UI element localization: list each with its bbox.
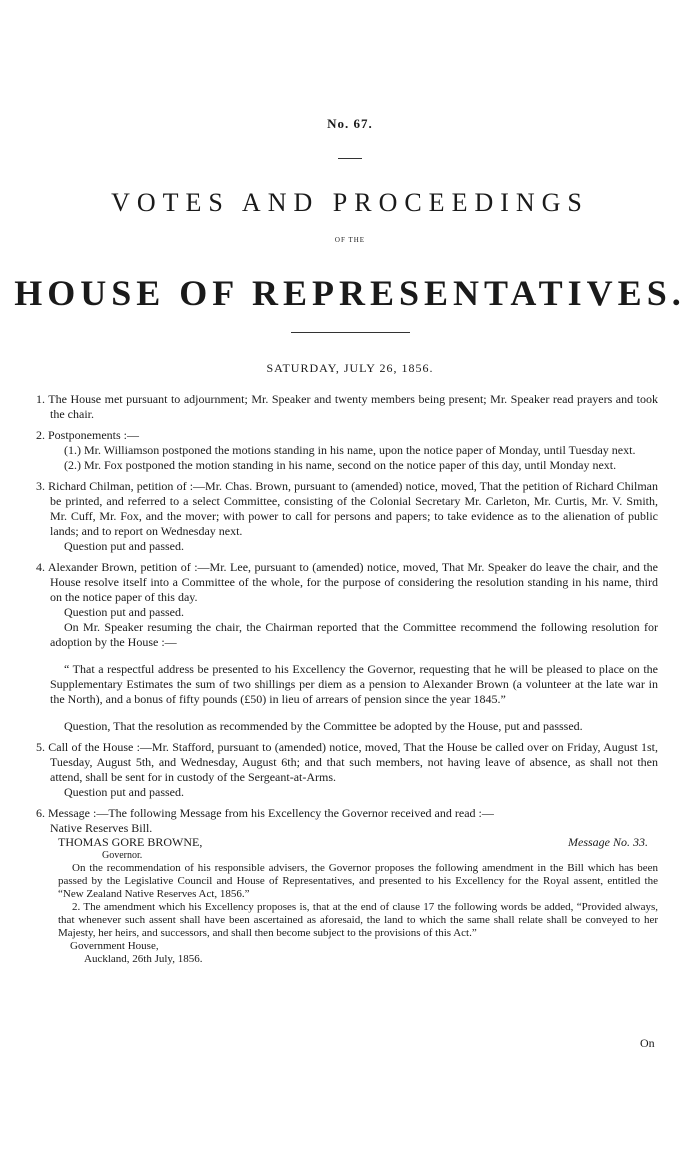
message-header	[58, 836, 658, 849]
item-number: 4.	[36, 560, 45, 574]
message-paragraph-2: 2. The amendment which his Excellency proposes is, that at the end of clause 17 the following words be added, “Provided always, that whenever such assent shall have been ascertained as aforesaid, the land to which the same shall relate shall be conveyed to her Majesty, her heirs, and successors, and shall then become subject to the provisions of this Act.”	[58, 901, 658, 939]
item-text: Alexander Brown, petition of :—Mr. Lee, pursuant to (amended) notice, moved, That Mr. Speaker do leave the chair, and the House resolve itself into a Committee of the whole, for the purpose of considering the resolution standing in his name, third on the notice paper of this day.	[47, 560, 659, 604]
message-paragraph-1: On the recommendation of his responsible advisers, the Governor proposes the following amendment in the Bill which has been passed by the Legislative Council and House of Representatives, and presented to his Excellency for the Royal assent, entitled the “New Zealand Native Reserves Act, 1856.”	[58, 862, 658, 900]
issue-number: No. 67.	[327, 116, 373, 131]
address-line-2: Auckland, 26th July, 1856.	[84, 953, 203, 965]
item-4	[36, 560, 658, 605]
item-2	[36, 428, 658, 443]
bill-title: Native Reserves Bill.	[50, 821, 153, 835]
item-3	[36, 479, 658, 539]
question-result: Question put and passed.	[64, 605, 184, 619]
resolution-adopted: Question, That the resolution as recommended by the Committee be adopted by the House, put and passsed.	[64, 719, 583, 733]
item-number: 1.	[36, 392, 45, 406]
item-5	[36, 740, 658, 785]
title-house-of-representatives: HOUSE OF REPRESENTATIVES.	[14, 273, 686, 313]
question-result: Question put and passed.	[64, 785, 184, 799]
item-6	[36, 806, 658, 821]
item-number: 2.	[36, 428, 45, 442]
item-text: Message :—The following Message from his Excellency the Governor received and read :—	[48, 806, 494, 820]
title-of-the: OF THE	[334, 236, 366, 244]
governor-name: THOMAS GORE BROWNE,	[58, 835, 203, 849]
item-number: 5.	[36, 740, 45, 754]
title-votes-and-proceedings: VOTES AND PROCEEDINGS	[111, 188, 589, 217]
committee-report: On Mr. Speaker resuming the chair, the Chairman reported that the Committee recommend the following resolution for adoption by the House :—	[50, 620, 658, 649]
catchword: On	[640, 1036, 655, 1050]
divider-short	[338, 158, 362, 159]
item-text: The House met pursuant to adjournment; Mr. Speaker and twenty members being present; Mr. Speaker read prayers and took the chair.	[48, 392, 658, 421]
governor-message	[36, 836, 658, 966]
address-line-1: Government House,	[70, 940, 159, 952]
item-text: Call of the House :—Mr. Stafford, pursuant to (amended) notice, moved, That the House be called over on Friday, August 1st, Tuesday, August 5th, and Wednesday, August 6th; and that such members, not having leave of absence, as shall not then attend, shall be sent for in custody of the Sergeant-at-Arms.	[48, 740, 658, 784]
item-text: Richard Chilman, petition of :—Mr. Chas. Brown, pursuant to (amended) notice, moved, That the petition of Richard Chilman be printed, and referred to a select Committee, consisting of the Colonial Secretary Mr. Carleton, Mr. Curtis, Mr. V. Smith, Mr. Cuff, Mr. Fox, and the mover; with power to call for persons and papers; to take evidence as to the alienation of public lands; and to report on Wednesday next.	[48, 479, 659, 538]
message-number: Message No. 33.	[568, 835, 648, 849]
governor-title: Governor.	[102, 850, 143, 861]
resolution-quote: “ That a respectful address be presented to his Excellency the Governor, requesting that he will be pleased to place on the Supplementary Estimates the sum of two shillings per diem as a pension to Alexander Brown (a volunteer at the late war in the North), and a bonus of fifty pounds (£50) in lieu of arrears of pension since the year 1845.”	[50, 662, 658, 706]
postponement-2: (2.) Mr. Fox postponed the motion standing in his name, second on the notice paper of this day, until Monday next.	[64, 458, 617, 472]
proceedings-body	[36, 386, 658, 966]
item-heading: Postponements :—	[48, 428, 140, 442]
question-result: Question put and passed.	[64, 539, 184, 553]
item-number: 6.	[36, 806, 45, 820]
postponement-1: (1.) Mr. Williamson postponed the motions standing in his name, upon the notice paper of Monday, until Tuesday next.	[64, 443, 636, 457]
item-number: 3.	[36, 479, 45, 493]
session-date: SATURDAY, JULY 26, 1856.	[266, 361, 434, 375]
divider-mid	[291, 332, 410, 333]
item-1	[36, 392, 658, 422]
